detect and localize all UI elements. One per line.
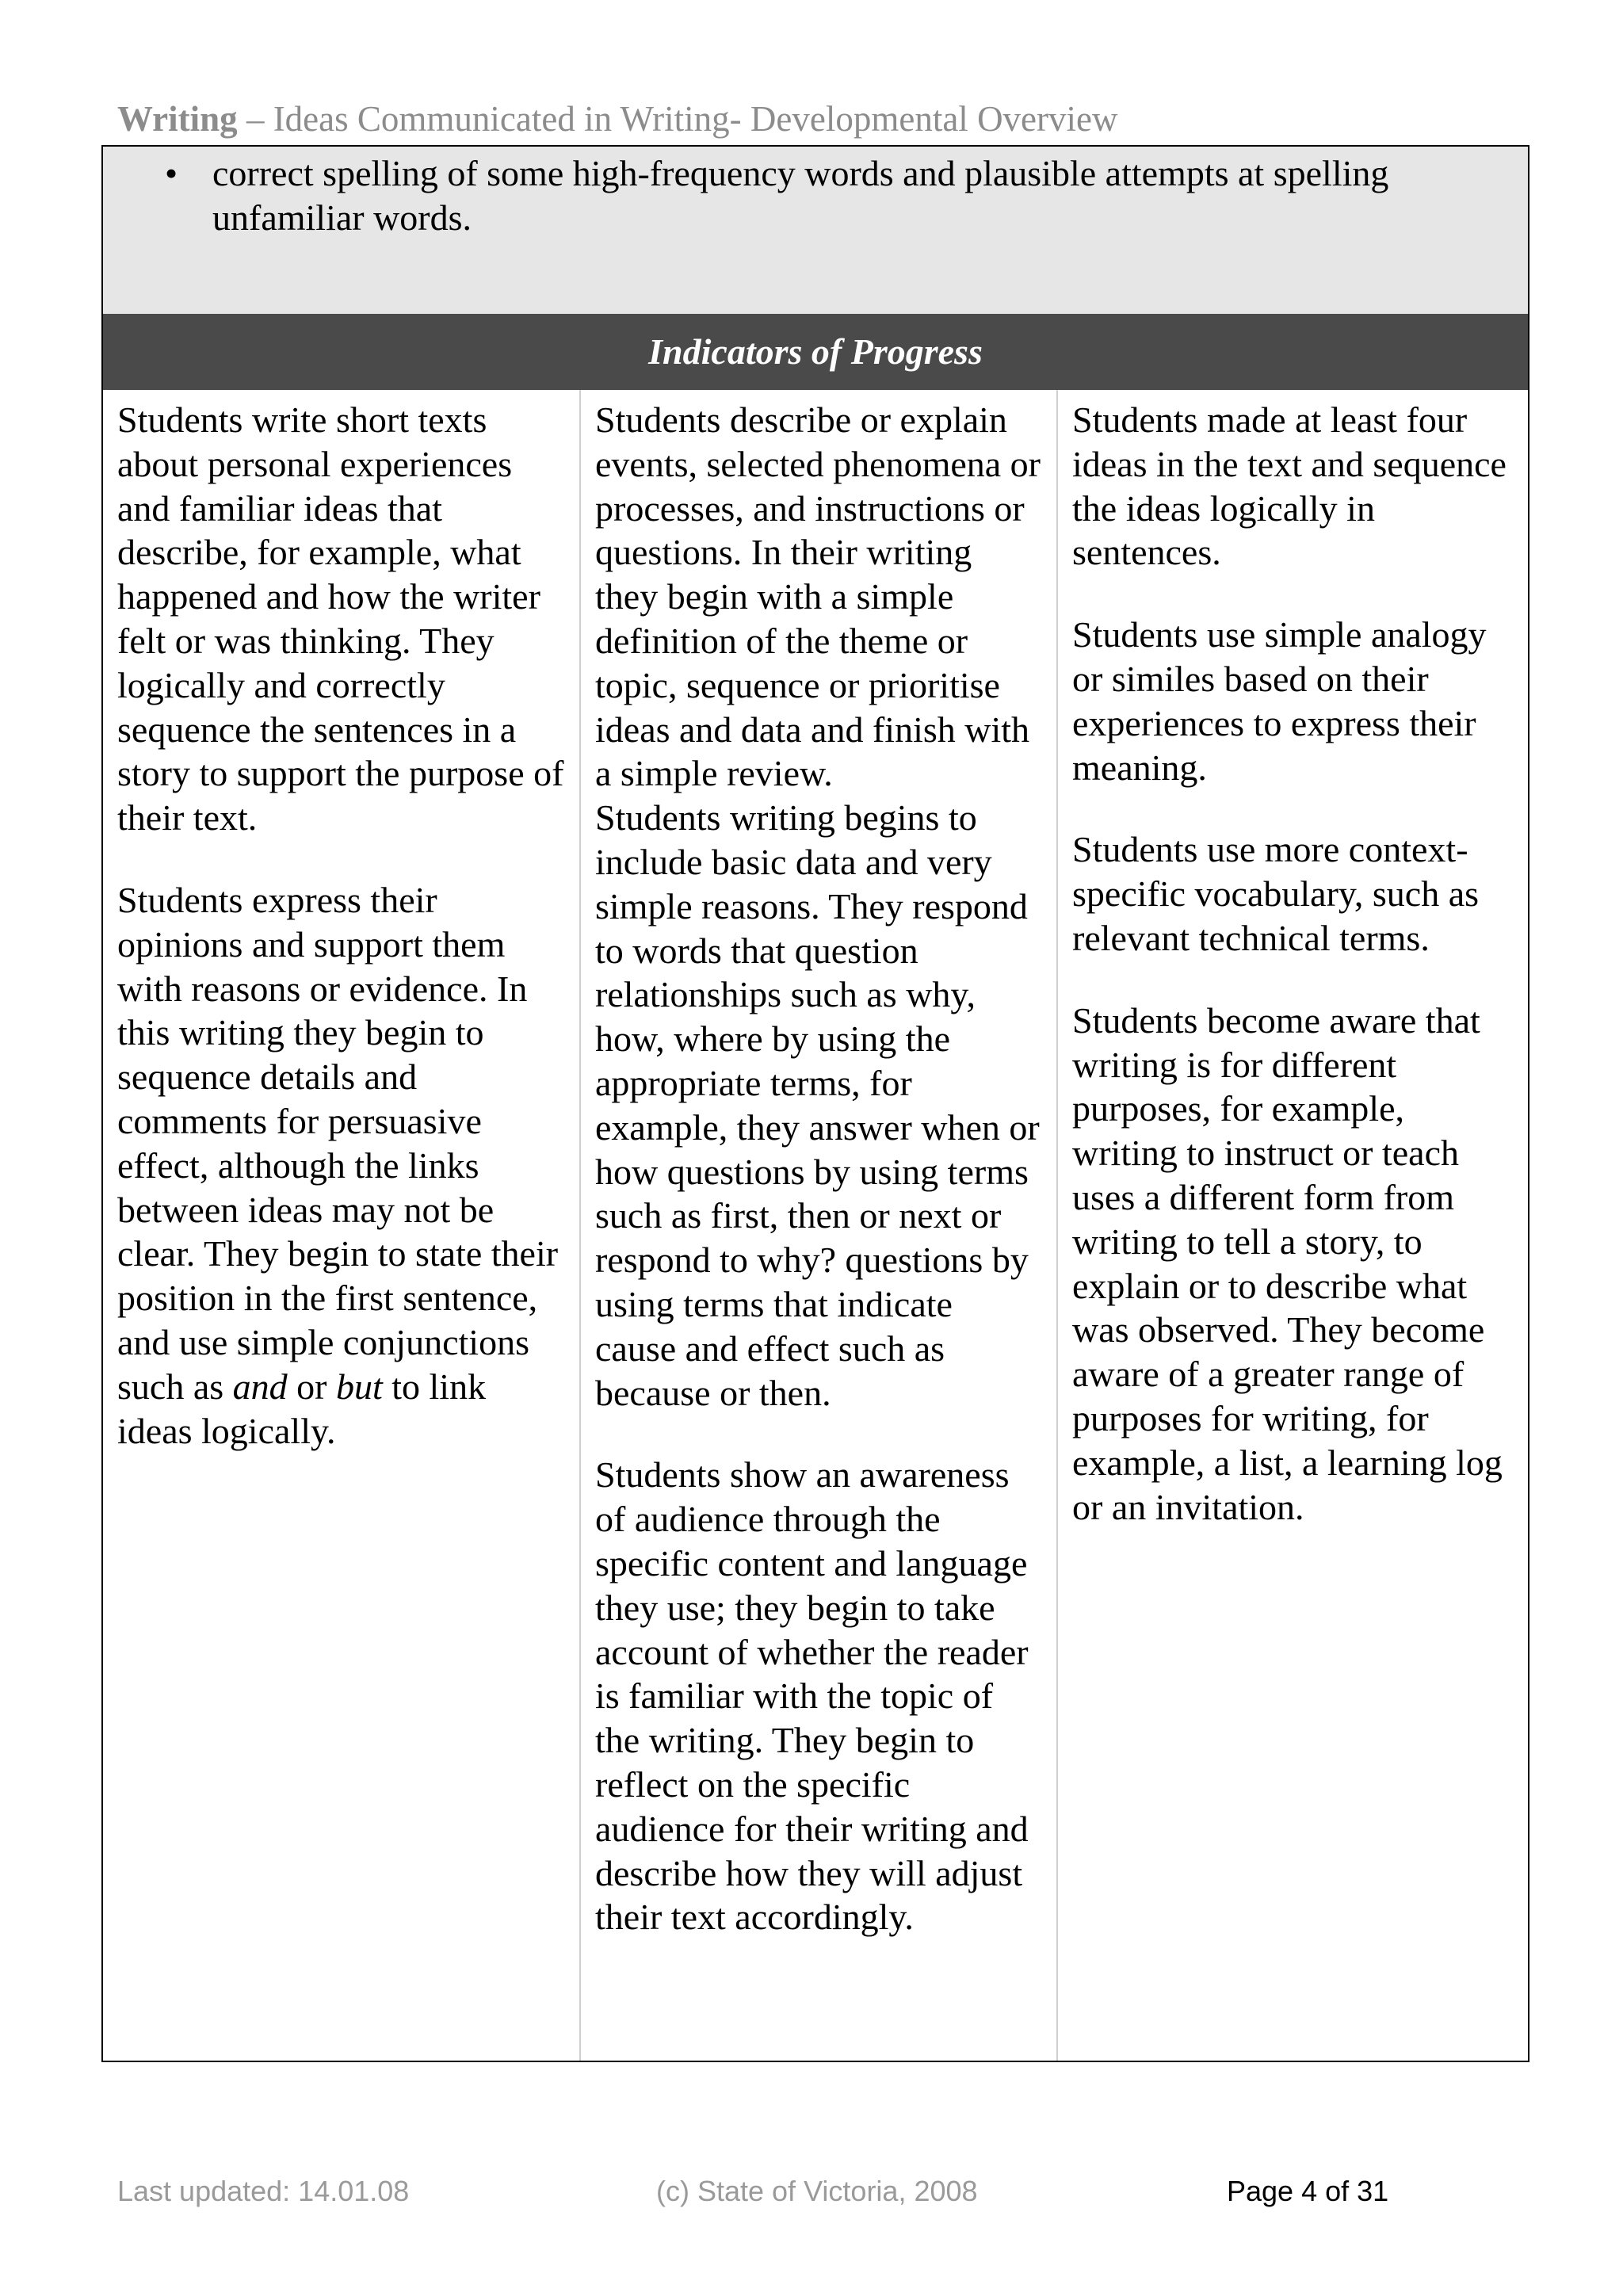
header-subject: Writing bbox=[117, 99, 238, 139]
indicators-column-3 bbox=[1056, 390, 1528, 2061]
bullet-marker: • bbox=[165, 153, 178, 193]
column-3-paragraph-3: Students use more context-specific vocabulary, such as relevant technical terms. bbox=[1072, 829, 1480, 958]
header-title: – Ideas Communicated in Writing- Developmental Overview bbox=[237, 99, 1118, 139]
footer-last-updated: Last updated: 14.01.08 bbox=[117, 2175, 410, 2207]
conjunction-but: but bbox=[335, 1366, 383, 1407]
running-header bbox=[117, 98, 1118, 139]
column-2-paragraph-2: Students writing begins to include basic data and very simple reasons. They respond to words that question relationships such as why, how, where by using the appropriate terms, for example, they answer when or how questions by using terms such as first, then or next or respond to why? questions by using terms that indicate cause and effect such as because or then. bbox=[595, 797, 1040, 1413]
column-1-paragraph-1: Students write short texts about personal experiences and familiar ideas that describe, for example, what happened and how the writer felt or was thinking. They logically and correctly sequence the sentences in a story to support the purpose of their text. bbox=[117, 399, 564, 839]
conjunction-and: and bbox=[232, 1366, 288, 1407]
developmental-overview-table bbox=[101, 145, 1529, 2062]
column-2-paragraph-1: Students describe or explain events, selected phenomena or processes, and instructions or questions. In their writing they begin with a simple definition of the theme or topic, sequence or prioritise ideas and data and finish with a simple review. bbox=[595, 399, 1041, 794]
column-1-paragraph-2-mid: or bbox=[287, 1366, 336, 1407]
column-2-paragraph-3: Students show an awareness of audience through the specific content and language they use; they begin to take account of whether the reader is familiar with the topic of the writing. They begin to reflect on the specific audience for their writing and describe how they will adjust their text accordingly. bbox=[595, 1454, 1029, 1938]
column-3-paragraph-1: Students made at least four ideas in the text and sequence the ideas logically in sentences. bbox=[1072, 399, 1507, 573]
column-3-paragraph-4: Students become aware that writing is for different purposes, for example, writing to instruct or teach uses a different form from writing to tell a story, to explain or to describe what was observed. They become aware of a greater range of purposes for writing, for example, a list, a learning log or an invitation. bbox=[1072, 999, 1503, 1527]
footer-copyright: (c) State of Victoria, 2008 bbox=[656, 2175, 978, 2207]
column-1-paragraph-2-end: to link ideas logically. bbox=[117, 1366, 487, 1451]
column-1-paragraph-2 bbox=[117, 878, 565, 1453]
column-3-paragraph-2: Students use simple analogy or similes based on their experiences to express their meaning. bbox=[1072, 614, 1487, 788]
footer-page-number: Page 4 of 31 bbox=[1227, 2175, 1389, 2207]
indicators-column-1 bbox=[103, 390, 579, 2061]
carryover-bullet-section bbox=[103, 147, 1528, 314]
indicators-of-progress-heading: Indicators of Progress bbox=[103, 314, 1528, 390]
column-1-paragraph-2-intro: Students express their opinions and support them with reasons or evidence. In this writing they begin to sequence details and comments for persuasive effect, although the links between ideas may not be clear. They begin to state their position in the first sentence, and use simple conjunctions such as bbox=[117, 879, 559, 1407]
carryover-bullet-text: correct spelling of some high-frequency words and plausible attempts at spelling unfamiliar words. bbox=[212, 153, 1389, 238]
indicators-column-2 bbox=[579, 390, 1056, 2061]
